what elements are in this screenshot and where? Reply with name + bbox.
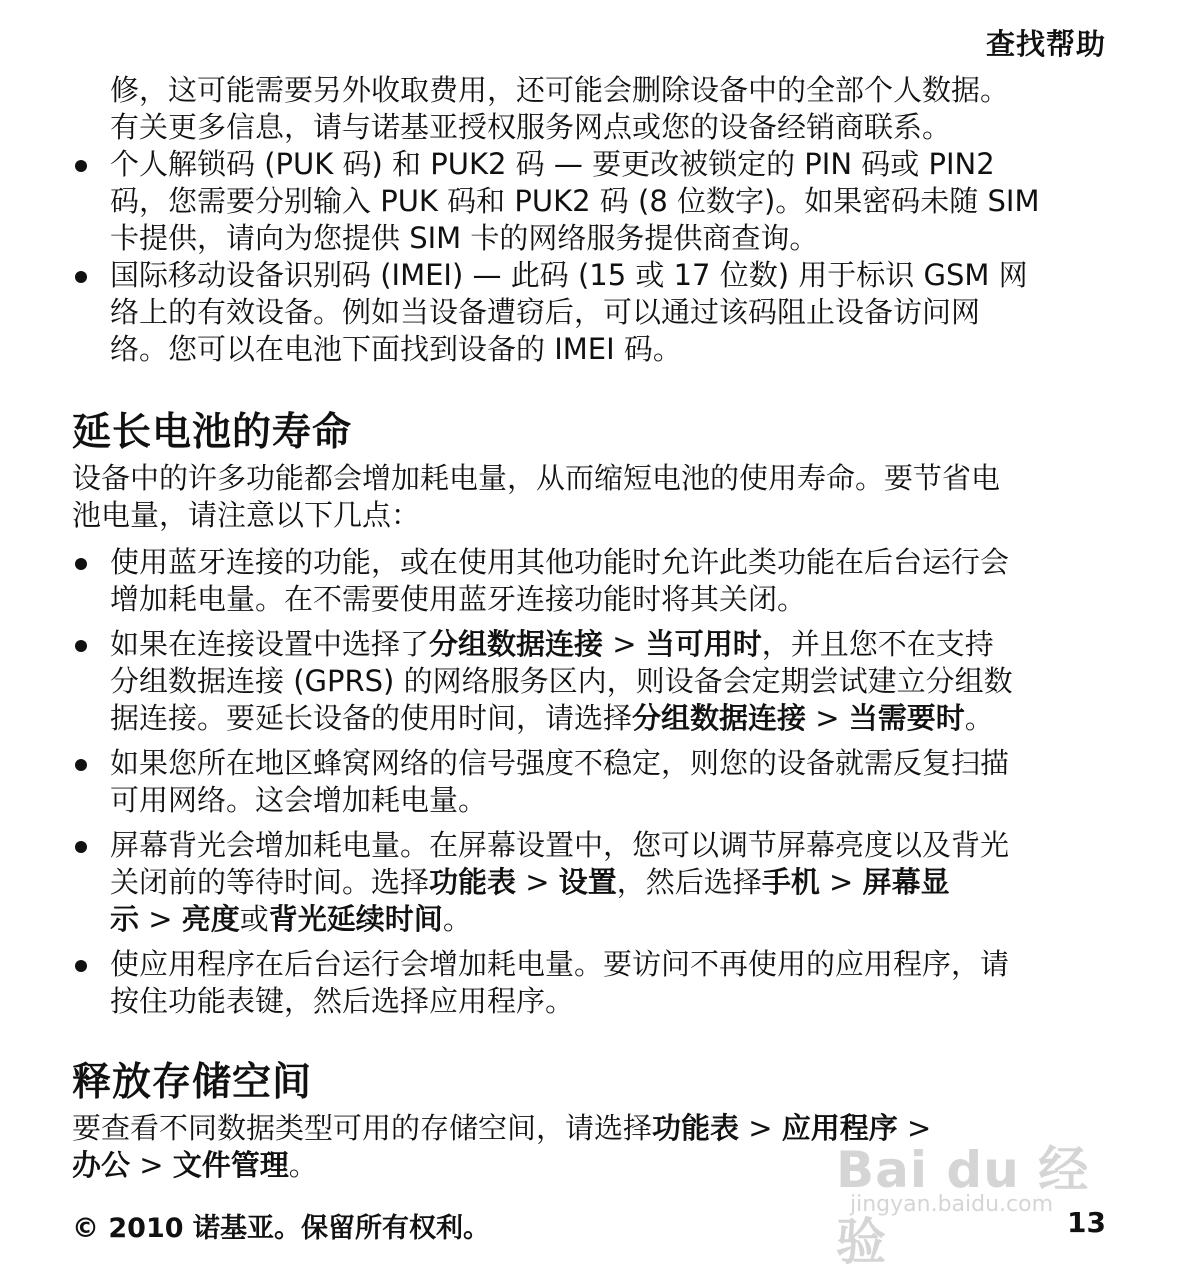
packet-line-2: 分组数据连接 (GPRS) 的网络服务区内，则设备会定期尝试建立分组数	[110, 664, 1013, 698]
bullet-icon	[75, 759, 87, 771]
bullet-icon	[75, 960, 87, 972]
list-item-background-apps	[72, 946, 1108, 1020]
section-title-storage: 释放存储空间	[72, 1060, 313, 1105]
apps-line-2: 按住功能表键，然后选择应用程序。	[110, 984, 575, 1018]
bullet-icon	[75, 160, 87, 172]
storage-line-1: 要查看不同数据类型可用的存储空间，请选择功能表 > 应用程序 >	[72, 1111, 932, 1145]
storage-line-2: 办公 > 文件管理。	[72, 1148, 318, 1182]
signal-line-1: 如果您所在地区蜂窝网络的信号强度不稳定，则您的设备就需反复扫描	[110, 746, 1010, 780]
list-item-imei	[72, 257, 1108, 368]
apps-line-1: 使应用程序在后台运行会增加耗电量。要访问不再使用的应用程序，请	[110, 947, 1010, 981]
menu-path-settings: 设置	[558, 865, 617, 899]
list-item-puk	[72, 146, 1108, 257]
menu-path-packet-data-2: 分组数据连接	[632, 701, 807, 735]
puk-line-1: 个人解锁码 (PUK 码) 和 PUK2 码 — 要更改被锁定的 PIN 码或 PIN2	[110, 147, 995, 181]
signal-line-2: 可用网络。这会增加耗电量。	[110, 783, 488, 817]
menu-path-menu-2: 功能表	[652, 1111, 740, 1145]
imei-line-3: 络。您可以在电池下面找到设备的 IMEI 码。	[110, 332, 682, 366]
menu-path-packet-data: 分组数据连接	[429, 627, 604, 661]
imei-line-2: 络上的有效设备。例如当设备遭窃后，可以通过该码阻止设备访问网	[110, 295, 981, 329]
list-item-bluetooth	[72, 544, 1108, 618]
page-number: 13	[1067, 1206, 1106, 1239]
running-header: 查找帮助	[985, 27, 1106, 61]
list-item-packet-data	[72, 626, 1108, 737]
menu-path-office: 办公	[72, 1148, 131, 1182]
menu-path-menu: 功能表	[429, 865, 517, 899]
menu-path-display: 屏幕显	[862, 865, 950, 899]
menu-path-file-manager: 文件管理	[172, 1148, 289, 1182]
watermark-url: jingyan.baidu.com	[850, 1192, 1054, 1217]
menu-path-when-needed: 当需要时	[848, 701, 965, 735]
menu-path-applications: 应用程序	[781, 1111, 898, 1145]
menu-path-phone: 手机	[761, 865, 820, 899]
list-item-cellular-signal	[72, 745, 1108, 819]
list-item-backlight	[72, 827, 1108, 938]
imei-line-1: 国际移动设备识别码 (IMEI) — 此码 (15 或 17 位数) 用于标识 GSM 网	[110, 258, 1028, 292]
bluetooth-line-2: 增加耗电量。在不需要使用蓝牙连接功能时将其关闭。	[110, 582, 807, 616]
bluetooth-line-1: 使用蓝牙连接的功能，或在使用其他功能时允许此类功能在后台运行会	[110, 545, 1010, 579]
baidu-logo: Bai du 经验	[836, 1141, 1090, 1271]
packet-line-3: 据连接。要延长设备的使用时间，请选择分组数据连接 > 当需要时。	[110, 701, 994, 735]
bullet-icon	[75, 558, 87, 570]
battery-intro-line-1: 设备中的许多功能都会增加耗电量，从而缩短电池的使用寿命。要节省电	[72, 461, 1001, 495]
menu-path-when-available: 当可用时	[645, 627, 762, 661]
bullet-icon	[75, 640, 87, 652]
menu-path-brightness: 亮度	[181, 902, 240, 936]
backlight-line-1: 屏幕背光会增加耗电量。在屏幕设置中，您可以调节屏幕亮度以及背光	[110, 828, 1010, 862]
intro-line-2: 有关更多信息，请与诺基亚授权服务网点或您的设备经销商联系。	[110, 110, 952, 144]
intro-line-1: 修，这可能需要另外收取费用，还可能会删除设备中的全部个人数据。	[110, 73, 1010, 107]
bullet-icon	[75, 841, 87, 853]
puk-line-2: 码，您需要分别输入 PUK 码和 PUK2 码 (8 位数字)。如果密码未随 SIM	[110, 184, 1040, 218]
backlight-line-3: 示 > 亮度或背光延续时间。	[110, 902, 472, 936]
bullet-icon	[75, 271, 87, 283]
copyright-footer: © 2010 诺基亚。保留所有权利。	[72, 1213, 490, 1244]
puk-line-3: 卡提供，请向为您提供 SIM 卡的网络服务提供商查询。	[110, 221, 819, 255]
page-content	[72, 72, 1108, 1184]
battery-intro-line-2: 池电量，请注意以下几点：	[72, 498, 421, 532]
menu-path-backlight-timeout: 背光延续时间	[268, 902, 443, 936]
section-title-battery: 延长电池的寿命	[72, 410, 353, 455]
packet-line-1: 如果在连接设置中选择了分组数据连接 > 当可用时，并且您不在支持	[110, 627, 994, 661]
backlight-line-2: 关闭前的等待时间。选择功能表 > 设置，然后选择手机 > 屏幕显	[110, 865, 950, 899]
